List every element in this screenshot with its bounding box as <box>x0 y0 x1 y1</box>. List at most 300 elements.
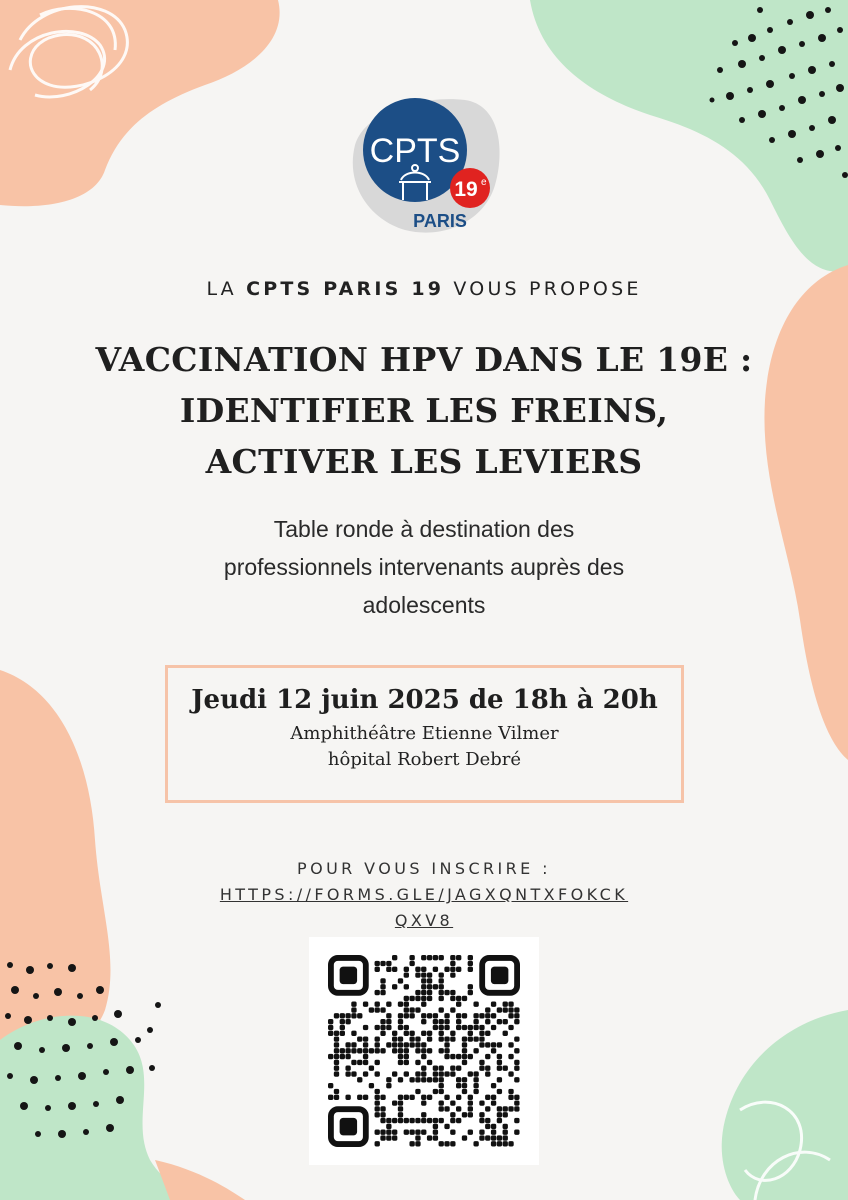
qr-module <box>357 1036 362 1041</box>
qr-module <box>473 1141 478 1146</box>
cpts-logo <box>335 90 510 240</box>
qr-module <box>427 1013 432 1018</box>
qr-module <box>351 1002 356 1007</box>
qr-module <box>398 1019 403 1024</box>
qr-module <box>444 1025 449 1030</box>
qr-module <box>444 1013 449 1018</box>
qr-module <box>479 1036 484 1041</box>
qr-module <box>409 961 414 966</box>
qr-module <box>334 1031 339 1036</box>
qr-module <box>514 1100 519 1105</box>
qr-module <box>497 1112 502 1117</box>
qr-module <box>409 1118 414 1123</box>
intro-org: CPTS PARIS 19 <box>246 278 445 300</box>
qr-module <box>485 1071 490 1076</box>
qr-module <box>514 1130 519 1135</box>
qr-module <box>497 1077 502 1082</box>
qr-module <box>462 1054 467 1059</box>
qr-module <box>427 972 432 977</box>
qr-module <box>503 1031 508 1036</box>
qr-module <box>468 1036 473 1041</box>
qr-finder-pattern <box>331 958 366 993</box>
qr-module <box>409 1141 414 1146</box>
qr-module <box>334 1071 339 1076</box>
qr-module <box>380 1106 385 1111</box>
title-line-3: ACTIVER LES LEVIERS <box>205 442 643 481</box>
qr-module <box>345 1019 350 1024</box>
qr-module <box>375 1089 380 1094</box>
qr-module <box>375 1106 380 1111</box>
qr-module <box>514 1106 519 1111</box>
qr-module <box>421 978 426 983</box>
logo-name: CPTS <box>369 132 461 170</box>
qr-module <box>456 1083 461 1088</box>
qr-module <box>392 1135 397 1140</box>
qr-module <box>439 1100 444 1105</box>
qr-module <box>375 1095 380 1100</box>
qr-module <box>485 1031 490 1036</box>
qr-module <box>421 1118 426 1123</box>
qr-module <box>485 1095 490 1100</box>
qr-module <box>363 1042 368 1047</box>
qr-module <box>491 1048 496 1053</box>
qr-module <box>404 996 409 1001</box>
qr-module <box>450 1112 455 1117</box>
qr-module <box>398 1054 403 1059</box>
qr-module <box>380 961 385 966</box>
qr-module <box>415 972 420 977</box>
qr-module <box>503 1124 508 1129</box>
qr-module <box>375 1042 380 1047</box>
qr-module <box>468 1031 473 1036</box>
qr-module <box>421 996 426 1001</box>
qr-module <box>357 1048 362 1053</box>
qr-module <box>427 984 432 989</box>
registration-link-part-2[interactable]: QXV8 <box>394 911 454 930</box>
qr-module <box>473 1025 478 1030</box>
qr-module <box>491 1100 496 1105</box>
qr-module <box>462 1089 467 1094</box>
qr-module <box>503 1130 508 1135</box>
qr-module <box>398 1042 403 1047</box>
qr-module <box>421 955 426 960</box>
qr-module <box>380 1007 385 1012</box>
qr-module <box>421 990 426 995</box>
qr-module <box>398 1106 403 1111</box>
qr-module <box>491 1013 496 1018</box>
qr-module <box>491 1135 496 1140</box>
qr-module <box>497 1066 502 1071</box>
qr-module <box>450 967 455 972</box>
qr-module <box>468 1100 473 1105</box>
qr-module <box>450 1071 455 1076</box>
qr-module <box>415 1135 420 1140</box>
qr-module <box>392 1048 397 1053</box>
qr-module <box>450 1007 455 1012</box>
qr-module <box>433 1118 438 1123</box>
qr-module <box>351 1071 356 1076</box>
qr-module <box>508 1002 513 1007</box>
qr-module <box>363 1048 368 1053</box>
qr-module <box>404 1130 409 1135</box>
qr-module <box>473 1002 478 1007</box>
qr-module <box>386 1135 391 1140</box>
qr-module <box>398 1025 403 1030</box>
qr-module <box>427 978 432 983</box>
qr-module <box>409 1036 414 1041</box>
qr-module <box>462 1036 467 1041</box>
qr-module <box>433 1135 438 1140</box>
qr-finder-pattern <box>482 958 517 993</box>
qr-module <box>479 1031 484 1036</box>
qr-module <box>433 967 438 972</box>
qr-module <box>369 1007 374 1012</box>
qr-module <box>450 955 455 960</box>
qr-module <box>491 1141 496 1146</box>
qr-module <box>439 1066 444 1071</box>
qr-module <box>398 1048 403 1053</box>
qr-module <box>392 967 397 972</box>
qr-module <box>439 1048 444 1053</box>
qr-module <box>433 1089 438 1094</box>
qr-module <box>334 1060 339 1065</box>
qr-module <box>497 1089 502 1094</box>
qr-module <box>514 1036 519 1041</box>
qr-module <box>415 1118 420 1123</box>
qr-module <box>503 1112 508 1117</box>
qr-module <box>398 1118 403 1123</box>
qr-module <box>456 1066 461 1071</box>
qr-module <box>514 1013 519 1018</box>
qr-module <box>497 1019 502 1024</box>
qr-module <box>380 1135 385 1140</box>
qr-module <box>345 1066 350 1071</box>
qr-module <box>340 1025 345 1030</box>
qr-module <box>514 1095 519 1100</box>
qr-module <box>479 1060 484 1065</box>
qr-module <box>444 1106 449 1111</box>
qr-module <box>514 1077 519 1082</box>
qr-module <box>351 1060 356 1065</box>
qr-module <box>450 1141 455 1146</box>
qr-module <box>508 1071 513 1076</box>
qr-module <box>421 1013 426 1018</box>
qr-module <box>404 1042 409 1047</box>
qr-module <box>479 1025 484 1030</box>
qr-module <box>340 1031 345 1036</box>
qr-module <box>439 972 444 977</box>
qr-module <box>473 1019 478 1024</box>
qr-module <box>386 1042 391 1047</box>
qr-module <box>351 1048 356 1053</box>
qr-module <box>380 1048 385 1053</box>
qr-module <box>340 1019 345 1024</box>
qr-module <box>427 1135 432 1140</box>
event-description <box>120 510 728 624</box>
qr-module <box>497 1106 502 1111</box>
registration-link-part-1[interactable]: HTTPS://FORMS.GLE/JAGXQNTXFOKCK <box>219 885 629 904</box>
qr-module <box>415 1048 420 1053</box>
qr-module <box>404 1060 409 1065</box>
intro-line <box>0 278 848 300</box>
qr-module <box>508 1106 513 1111</box>
qr-module <box>444 1124 449 1129</box>
qr-module <box>433 984 438 989</box>
qr-module <box>468 1130 473 1135</box>
qr-module <box>462 1060 467 1065</box>
qr-module <box>439 1031 444 1036</box>
qr-module <box>439 984 444 989</box>
qr-module <box>450 1054 455 1059</box>
qr-module <box>421 1031 426 1036</box>
qr-module <box>450 1031 455 1036</box>
qr-module <box>479 1135 484 1140</box>
qr-module <box>398 1002 403 1007</box>
qr-module <box>479 1042 484 1047</box>
qr-module <box>375 1048 380 1053</box>
qr-module <box>508 1042 513 1047</box>
qr-module <box>345 1095 350 1100</box>
qr-module <box>456 1054 461 1059</box>
qr-module <box>409 1130 414 1135</box>
qr-module <box>380 990 385 995</box>
qr-module <box>497 1007 502 1012</box>
subtitle-line-3: adolescents <box>362 592 486 618</box>
qr-module <box>351 1013 356 1018</box>
qr-module <box>444 1036 449 1041</box>
qr-module <box>404 1031 409 1036</box>
qr-module <box>514 1066 519 1071</box>
qr-module <box>439 1118 444 1123</box>
qr-module <box>386 1019 391 1024</box>
qr-module <box>433 1013 438 1018</box>
qr-module <box>404 1118 409 1123</box>
qr-module <box>404 1095 409 1100</box>
qr-module <box>375 1025 380 1030</box>
logo-badge-sup: e <box>481 177 487 188</box>
subtitle-line-1: Table ronde à destination des <box>273 516 575 542</box>
qr-module <box>351 1031 356 1036</box>
qr-module <box>439 990 444 995</box>
qr-code-card <box>309 937 539 1165</box>
qr-module <box>462 1077 467 1082</box>
qr-module <box>450 961 455 966</box>
qr-module <box>340 1013 345 1018</box>
qr-module <box>514 1118 519 1123</box>
qr-module <box>392 1100 397 1105</box>
event-title <box>60 334 788 487</box>
qr-module <box>398 1077 403 1082</box>
qr-module <box>462 996 467 1001</box>
qr-module <box>514 1019 519 1024</box>
qr-module <box>404 1002 409 1007</box>
qr-module <box>450 1036 455 1041</box>
qr-module <box>485 1124 490 1129</box>
qr-module <box>497 1060 502 1065</box>
qr-module <box>392 984 397 989</box>
qr-module <box>508 1054 513 1059</box>
qr-module <box>508 1141 513 1146</box>
qr-module <box>386 1002 391 1007</box>
qr-module <box>415 1042 420 1047</box>
qr-module <box>479 1013 484 1018</box>
qr-module <box>398 978 403 983</box>
qr-module <box>345 1042 350 1047</box>
qr-module <box>485 1013 490 1018</box>
qr-module <box>375 1141 380 1146</box>
qr-module <box>439 996 444 1001</box>
intro-prefix: LA <box>206 278 237 300</box>
qr-module <box>404 967 409 972</box>
qr-module <box>398 1060 403 1065</box>
qr-module <box>392 1071 397 1076</box>
qr-module <box>380 1031 385 1036</box>
qr-module <box>328 1083 333 1088</box>
event-venue: Amphithéâtre Etienne Vilmer <box>290 723 559 744</box>
qr-module <box>375 1071 380 1076</box>
qr-module <box>439 1089 444 1094</box>
qr-module <box>433 1130 438 1135</box>
registration-label: POUR VOUS INSCRIRE : <box>297 859 551 878</box>
qr-module <box>444 1019 449 1024</box>
qr-module <box>421 1130 426 1135</box>
qr-module <box>503 1007 508 1012</box>
qr-module <box>473 1048 478 1053</box>
qr-module <box>386 1083 391 1088</box>
qr-module <box>479 1112 484 1117</box>
event-details-box <box>165 665 684 803</box>
qr-module <box>392 1118 397 1123</box>
qr-module <box>433 955 438 960</box>
qr-module <box>439 978 444 983</box>
qr-module <box>497 1042 502 1047</box>
event-date: Jeudi 12 juin 2025 de 18h à 20h <box>191 685 658 715</box>
qr-module <box>386 1124 391 1129</box>
qr-module <box>508 1025 513 1030</box>
qr-module <box>375 1002 380 1007</box>
qr-module <box>334 1013 339 1018</box>
qr-module <box>345 1071 350 1076</box>
qr-code[interactable] <box>328 955 520 1147</box>
qr-module <box>473 1013 478 1018</box>
qr-module <box>433 1019 438 1024</box>
qr-module <box>439 1141 444 1146</box>
qr-module <box>375 1007 380 1012</box>
qr-module <box>415 1130 420 1135</box>
qr-module <box>433 1124 438 1129</box>
qr-module <box>485 1042 490 1047</box>
qr-module <box>409 955 414 960</box>
qr-module <box>421 1042 426 1047</box>
qr-module <box>479 1100 484 1105</box>
qr-module <box>456 996 461 1001</box>
qr-module <box>421 1100 426 1105</box>
qr-module <box>404 1013 409 1018</box>
qr-module <box>462 1013 467 1018</box>
qr-module <box>468 1071 473 1076</box>
qr-module <box>462 1048 467 1053</box>
qr-module <box>380 984 385 989</box>
qr-module <box>398 1095 403 1100</box>
qr-module <box>328 1031 333 1036</box>
title-line-2: IDENTIFIER LES FREINS, <box>179 391 669 430</box>
qr-module <box>375 1100 380 1105</box>
qr-module <box>456 1025 461 1030</box>
intro-suffix: VOUS PROPOSE <box>453 278 642 300</box>
qr-module <box>421 1054 426 1059</box>
qr-module <box>468 984 473 989</box>
qr-module <box>433 1071 438 1076</box>
qr-module <box>392 1042 397 1047</box>
qr-module <box>439 1083 444 1088</box>
qr-module <box>427 1095 432 1100</box>
qr-module <box>491 1124 496 1129</box>
qr-module <box>328 1025 333 1030</box>
qr-module <box>409 1013 414 1018</box>
qr-module <box>473 1083 478 1088</box>
qr-module <box>380 1118 385 1123</box>
qr-module <box>427 1036 432 1041</box>
qr-module <box>450 990 455 995</box>
qr-module <box>479 1118 484 1123</box>
qr-module <box>404 984 409 989</box>
qr-module <box>497 1118 502 1123</box>
qr-module <box>427 1077 432 1082</box>
qr-module <box>439 1071 444 1076</box>
qr-module <box>357 1060 362 1065</box>
qr-module <box>444 1054 449 1059</box>
qr-module <box>421 1095 426 1100</box>
qr-module <box>386 961 391 966</box>
qr-module <box>427 1118 432 1123</box>
qr-module <box>375 1060 380 1065</box>
qr-module <box>369 1066 374 1071</box>
qr-module <box>503 1135 508 1140</box>
qr-module <box>439 1077 444 1082</box>
qr-module <box>386 967 391 972</box>
qr-module <box>421 1066 426 1071</box>
qr-module <box>508 1013 513 1018</box>
qr-module <box>415 1007 420 1012</box>
qr-module <box>357 1095 362 1100</box>
qr-module <box>386 1013 391 1018</box>
qr-module <box>351 1042 356 1047</box>
qr-module <box>369 1048 374 1053</box>
qr-module <box>439 1019 444 1024</box>
qr-module <box>433 1066 438 1071</box>
qr-module <box>404 1054 409 1059</box>
qr-module <box>375 1036 380 1041</box>
qr-module <box>345 1048 350 1053</box>
qr-module <box>456 1118 461 1123</box>
qr-module <box>468 1095 473 1100</box>
qr-module <box>386 1118 391 1123</box>
qr-module <box>485 1135 490 1140</box>
qr-module <box>503 1019 508 1024</box>
qr-module <box>421 1077 426 1082</box>
qr-module <box>334 1054 339 1059</box>
qr-module <box>345 1054 350 1059</box>
qr-module <box>503 1002 508 1007</box>
qr-module <box>380 1130 385 1135</box>
qr-module <box>363 1060 368 1065</box>
qr-module <box>340 1054 345 1059</box>
qr-module <box>503 1066 508 1071</box>
qr-module <box>450 996 455 1001</box>
qr-module <box>334 1042 339 1047</box>
qr-module <box>473 1071 478 1076</box>
qr-module <box>415 1141 420 1146</box>
